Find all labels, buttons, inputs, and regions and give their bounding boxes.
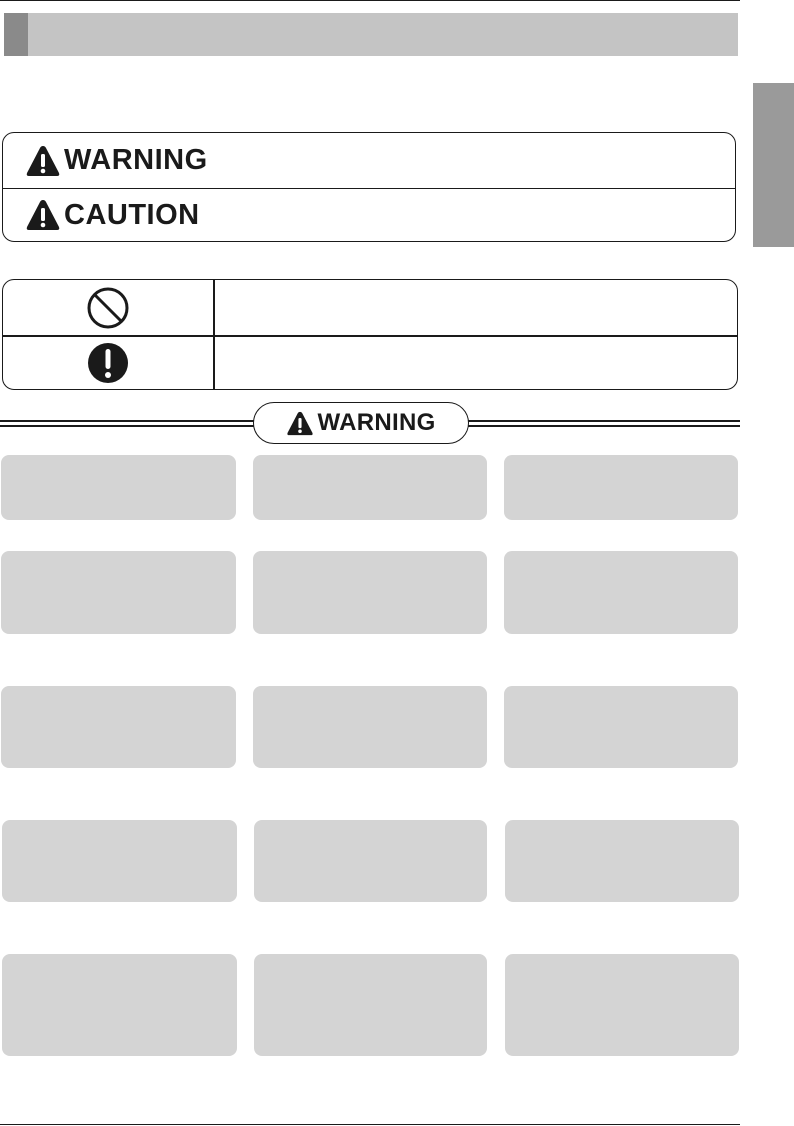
- illustration-panel: [505, 954, 739, 1056]
- signal-word-box: [2, 132, 736, 242]
- illustration-panel: [2, 954, 237, 1056]
- illustration-panel: [254, 954, 487, 1056]
- warning-row: [3, 133, 735, 189]
- mandatory-symbol-cell: [3, 336, 213, 389]
- warning-label: WARNING: [64, 144, 208, 176]
- prohibited-symbol-cell: [3, 280, 213, 335]
- illustration-panel: [505, 820, 739, 902]
- caution-triangle-icon: [25, 198, 61, 232]
- symbol-legend-box: [2, 279, 738, 390]
- warning-section-label: WARNING: [317, 409, 436, 436]
- caution-label: CAUTION: [64, 198, 200, 231]
- illustration-panel: [254, 820, 487, 902]
- prohibition-icon: [86, 286, 130, 330]
- illustration-panel: [1, 686, 236, 768]
- caution-row: [3, 189, 735, 241]
- warning-triangle-icon: [25, 144, 61, 178]
- exclamation-circle-icon: [86, 341, 130, 385]
- illustration-panel: [504, 551, 738, 634]
- section-header-tab: [4, 13, 28, 56]
- bottom-rule: [0, 1124, 740, 1125]
- illustration-panel: [1, 551, 236, 634]
- illustration-panel: [253, 455, 487, 520]
- illustration-panel: [1, 455, 236, 520]
- illustration-panel: [504, 686, 738, 768]
- illustration-panel: [253, 686, 487, 768]
- illustration-panel: [504, 455, 738, 520]
- warning-section-badge: [253, 402, 469, 444]
- illustration-panel: [2, 820, 237, 902]
- chapter-side-tab: [753, 83, 794, 247]
- warning-triangle-icon: [286, 410, 314, 437]
- illustration-panel: [253, 551, 487, 634]
- top-rule: [0, 0, 740, 1]
- section-header-bar: [4, 13, 738, 56]
